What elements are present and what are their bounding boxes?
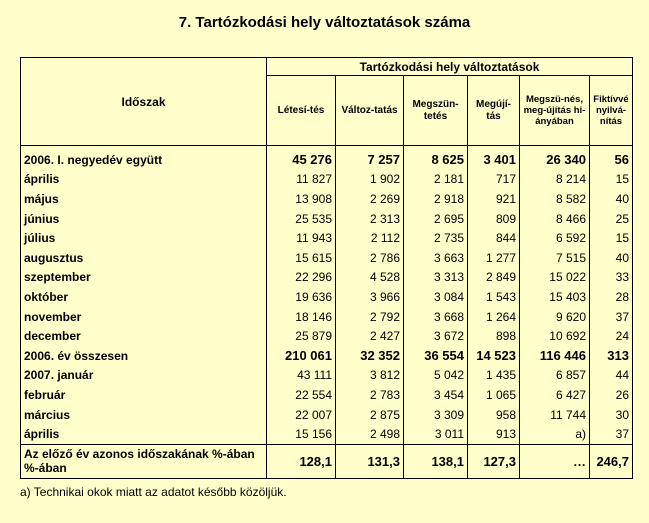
cell-value: 8 214 <box>520 170 590 190</box>
cell-value: 25 <box>590 209 633 229</box>
col-header-megszunes <box>520 76 590 146</box>
cell-value: 2 792 <box>336 307 404 327</box>
cell-value: 2 783 <box>336 385 404 405</box>
cell-value: 913 <box>468 424 520 444</box>
cell-value: 7 257 <box>336 146 404 170</box>
cell-value: 24 <box>590 326 633 346</box>
table-row <box>21 307 633 327</box>
cell-value: 2 735 <box>404 228 468 248</box>
cell-value: 44 <box>590 366 633 386</box>
cell-value: 22 296 <box>267 268 336 288</box>
cell-value: 717 <box>468 170 520 190</box>
cell-value: 37 <box>590 424 633 444</box>
cell-value: 8 582 <box>520 189 590 209</box>
row-label: április <box>21 424 267 444</box>
cell-value: 1 543 <box>468 287 520 307</box>
cell-value: 22 554 <box>267 385 336 405</box>
cell-value: 3 812 <box>336 366 404 386</box>
footer-value: 138,1 <box>404 444 468 478</box>
cell-value: 3 672 <box>404 326 468 346</box>
col-header-fiktivve <box>590 76 633 146</box>
cell-value: 2 269 <box>336 189 404 209</box>
row-label: június <box>21 209 267 229</box>
cell-value: 844 <box>468 228 520 248</box>
cell-value: 13 908 <box>267 189 336 209</box>
cell-value: 6 857 <box>520 366 590 386</box>
row-label: 2007. január <box>21 366 267 386</box>
cell-value: 22 007 <box>267 405 336 425</box>
cell-value: 4 528 <box>336 268 404 288</box>
row-label: július <box>21 228 267 248</box>
cell-value: 26 <box>590 385 633 405</box>
table-row <box>21 424 633 444</box>
col-header-megszuntetes <box>404 76 468 146</box>
footer-label: Az előző év azonos időszakának %-ában %-ában <box>21 444 267 478</box>
table-row <box>21 268 633 288</box>
cell-value: 26 340 <box>520 146 590 170</box>
cell-value: 10 692 <box>520 326 590 346</box>
cell-value: 1 902 <box>336 170 404 190</box>
row-label: szeptember <box>21 268 267 288</box>
cell-value: 18 146 <box>267 307 336 327</box>
cell-value: 313 <box>590 346 633 366</box>
cell-value: 56 <box>590 146 633 170</box>
cell-value: 2 849 <box>468 268 520 288</box>
row-label: 2006. I. negyedév együtt <box>21 146 267 170</box>
row-label: május <box>21 189 267 209</box>
group-header: Tartózkodási hely változtatások <box>267 58 633 76</box>
col-header-letesites: Létesí-tés <box>267 76 336 146</box>
col-header-valtoztatas <box>336 76 404 146</box>
cell-value: 1 435 <box>468 366 520 386</box>
col-header-fiktivve-text: Fiktívvé nyilvá-nítás <box>593 94 629 127</box>
cell-value: 11 827 <box>267 170 336 190</box>
cell-value: 45 276 <box>267 146 336 170</box>
page-title: 7. Tartózkodási hely változtatások száma <box>178 14 471 31</box>
cell-value: 43 111 <box>267 366 336 386</box>
table-row <box>21 385 633 405</box>
table-row <box>21 248 633 268</box>
cell-value: 25 535 <box>267 209 336 229</box>
row-label: december <box>21 326 267 346</box>
cell-value: 6 427 <box>520 385 590 405</box>
table-row <box>21 170 633 190</box>
cell-value: 921 <box>468 189 520 209</box>
cell-value: 3 966 <box>336 287 404 307</box>
cell-value: 116 446 <box>520 346 590 366</box>
cell-value: 7 515 <box>520 248 590 268</box>
table-row <box>21 326 633 346</box>
footer-value: 128,1 <box>267 444 336 478</box>
row-label: 2006. év összesen <box>21 346 267 366</box>
row-label: február <box>21 385 267 405</box>
cell-value: 898 <box>468 326 520 346</box>
cell-value: 8 466 <box>520 209 590 229</box>
cell-value: 33 <box>590 268 633 288</box>
cell-value: 11 943 <box>267 228 336 248</box>
cell-value: 15 615 <box>267 248 336 268</box>
col-header-valtoztatas-text: Változ-tatás <box>341 104 398 116</box>
cell-value: 809 <box>468 209 520 229</box>
cell-value: 15 156 <box>267 424 336 444</box>
data-table <box>20 57 633 479</box>
cell-value: 2 112 <box>336 228 404 248</box>
cell-value: 1 264 <box>468 307 520 327</box>
col-header-megszunes-text: Megszü-nés, meg-újítás hi-ányában <box>523 94 586 127</box>
cell-value: 3 313 <box>404 268 468 288</box>
cell-value: 958 <box>468 405 520 425</box>
col-header-megszuntetes-text: Megszün-tetés <box>412 98 459 122</box>
cell-value: 14 523 <box>468 346 520 366</box>
table-row <box>21 287 633 307</box>
cell-value: 8 625 <box>404 146 468 170</box>
cell-value: 19 636 <box>267 287 336 307</box>
cell-value: 6 592 <box>520 228 590 248</box>
cell-value: 2 498 <box>336 424 404 444</box>
row-label: április <box>21 170 267 190</box>
table-row <box>21 366 633 386</box>
cell-value: 11 744 <box>520 405 590 425</box>
period-header: Időszak <box>21 58 267 146</box>
row-label: október <box>21 287 267 307</box>
footer-value: 127,3 <box>468 444 520 478</box>
cell-value: 2 181 <box>404 170 468 190</box>
cell-value: 32 352 <box>336 346 404 366</box>
col-header-megujitas-text: Megújí-tás <box>476 98 511 122</box>
footnote: a) Technikai okok miatt az adatot később közöljük. <box>20 485 287 499</box>
cell-value: 2 786 <box>336 248 404 268</box>
cell-value: 15 022 <box>520 268 590 288</box>
table-row <box>21 228 633 248</box>
col-header-megujitas <box>468 76 520 146</box>
cell-value: 3 668 <box>404 307 468 327</box>
cell-value: 15 <box>590 228 633 248</box>
cell-value: 30 <box>590 405 633 425</box>
cell-value: 2 875 <box>336 405 404 425</box>
cell-value: 2 918 <box>404 189 468 209</box>
cell-value: 3 401 <box>468 146 520 170</box>
cell-value: 1 065 <box>468 385 520 405</box>
cell-value: 40 <box>590 189 633 209</box>
cell-value: 3 663 <box>404 248 468 268</box>
cell-value: a) <box>520 424 590 444</box>
cell-value: 3 084 <box>404 287 468 307</box>
cell-value: 2 427 <box>336 326 404 346</box>
table-row-footer <box>21 444 633 478</box>
cell-value: 5 042 <box>404 366 468 386</box>
cell-value: 9 620 <box>520 307 590 327</box>
footer-value: … <box>520 444 590 478</box>
cell-value: 15 <box>590 170 633 190</box>
table-row <box>21 346 633 366</box>
cell-value: 28 <box>590 287 633 307</box>
cell-value: 25 879 <box>267 326 336 346</box>
table-row <box>21 405 633 425</box>
cell-value: 2 695 <box>404 209 468 229</box>
cell-value: 15 403 <box>520 287 590 307</box>
row-label: augusztus <box>21 248 267 268</box>
cell-value: 3 309 <box>404 405 468 425</box>
cell-value: 36 554 <box>404 346 468 366</box>
cell-value: 1 277 <box>468 248 520 268</box>
footer-value: 131,3 <box>336 444 404 478</box>
cell-value: 3 011 <box>404 424 468 444</box>
cell-value: 210 061 <box>267 346 336 366</box>
row-label: március <box>21 405 267 425</box>
table-row <box>21 209 633 229</box>
footer-value: 246,7 <box>590 444 633 478</box>
cell-value: 2 313 <box>336 209 404 229</box>
row-label: november <box>21 307 267 327</box>
table-row <box>21 189 633 209</box>
cell-value: 37 <box>590 307 633 327</box>
table-row <box>21 146 633 170</box>
cell-value: 3 454 <box>404 385 468 405</box>
cell-value: 40 <box>590 248 633 268</box>
